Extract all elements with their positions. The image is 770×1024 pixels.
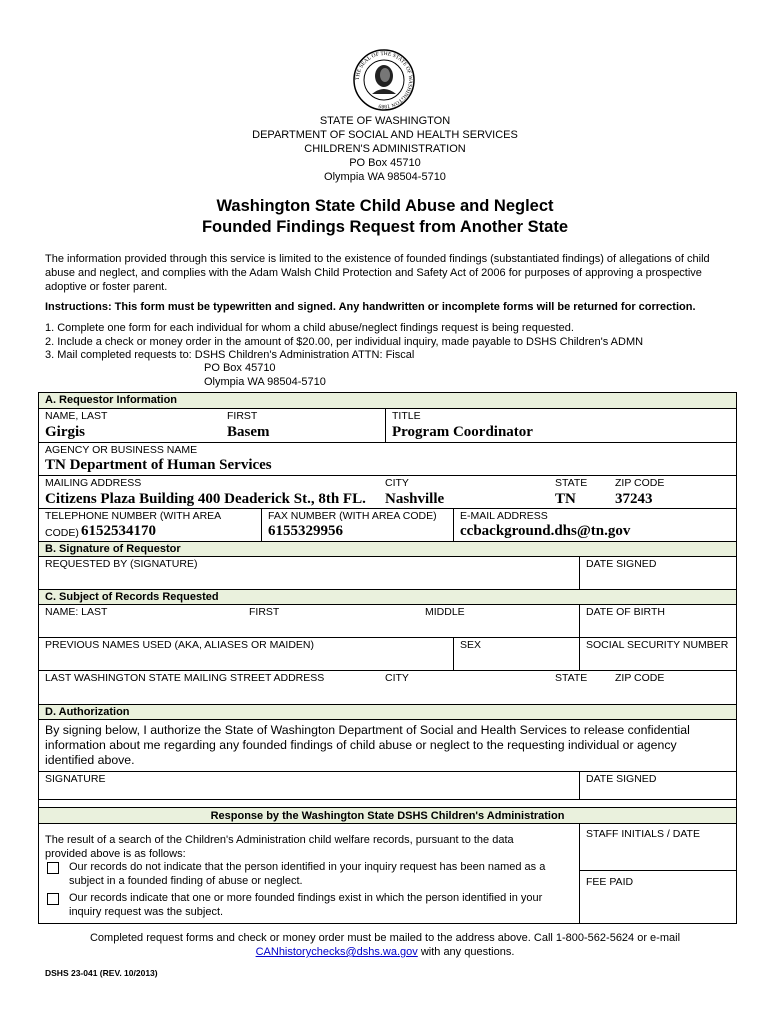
title-cell[interactable] [385,409,736,442]
city-cell[interactable] [379,476,551,508]
authorization-text: By signing below, I authorize the State of Washington Department of Social and Health Services to release confidential information about me regarding any founded findings of child abuse or neglect to the requesting individual or agency identified above. [45,723,690,767]
mailing-address-value: Citizens Plaza Building 400 Deaderick St., 8th FL. [45,491,366,507]
subject-zip-cell[interactable] [611,671,736,704]
subject-middle-cell[interactable] [419,605,579,637]
form-title [0,196,770,238]
zip-label: ZIP CODE [615,477,665,489]
step-3: 3. Mail completed requests to: DSHS Children's Administration ATTN: Fiscal [45,349,415,361]
fax-label: FAX NUMBER (WITH AREA CODE) [268,510,437,522]
dob-cell[interactable] [579,605,736,637]
form-number: DSHS 23-041 (REV. 10/2013) [45,968,158,978]
city-value: Nashville [385,491,445,507]
section-b-heading: B. Signature of Requestor [39,541,736,556]
title-line-1: Washington State Child Abuse and Neglect [216,197,554,215]
dob-label: DATE OF BIRTH [586,606,665,618]
option-2-checkbox[interactable] [47,893,59,905]
agency-row[interactable] [39,442,736,475]
footer-text: Completed request forms and check or money order must be mailed to the address above. Call 1-800-562-5624 or e-mail [89,932,681,944]
authorization-signature-row [39,771,736,799]
option-2-text: Our records indicate that one or more founded findings exist in which the person identified in your inquiry request was the subject. [69,892,543,918]
zip-cell[interactable] [611,476,736,508]
step-1: 1. Complete one form for each individual for whom a child abuse/neglect findings request is being requested. [45,322,574,334]
subject-zip-label: ZIP CODE [615,672,665,684]
state-value: TN [555,491,576,507]
phone-cell[interactable] [39,509,261,541]
requested-by-cell[interactable] [39,557,579,589]
state-cell[interactable] [551,476,611,508]
subject-middle-label: MIDDLE [425,606,465,618]
request-form [38,392,737,924]
fee-paid-cell[interactable] [580,870,736,923]
subject-name-row [39,604,736,637]
response-results-cell [39,824,579,923]
email-value: ccbackground.dhs@tn.gov [460,523,631,539]
response-intro: The result of a search of the Children's Administration child welfare records, pursuant to the data provided above is as follows: [45,834,514,860]
requestor-name-row [39,408,736,442]
section-c-heading: C. Subject of Records Requested [39,589,736,604]
staff-initials-cell[interactable] [580,824,736,870]
email-label: E-MAIL ADDRESS [460,510,548,522]
email-cell[interactable] [453,509,736,541]
ssn-cell[interactable] [579,638,736,670]
instructions-text: Instructions: This form must be typewritten and signed. Any handwritten or incomplete forms will be returned for correction. [45,301,696,313]
spacer [39,799,736,807]
signature-label: SIGNATURE [45,773,106,785]
title-label: TITLE [392,410,421,422]
subject-city-cell[interactable] [379,671,551,704]
mailing-row [39,475,736,508]
subject-first-label: FIRST [249,606,280,618]
agency-label: AGENCY OR BUSINESS NAME [45,444,198,456]
mailing-address-cell[interactable] [39,476,379,508]
ssn-label: SOCIAL SECURITY NUMBER [586,639,729,651]
date-signed-cell[interactable] [579,557,736,589]
first-name-label: FIRST [227,410,258,422]
requested-by-label: REQUESTED BY (SIGNATURE) [45,558,198,570]
svg-text:THE SEAL OF THE STATE OF WASHI: THE SEAL OF THE STATE OF WASHINGTON 1889 [354,50,414,110]
first-name-value: Basem [227,424,270,440]
subject-last-cell[interactable] [39,605,243,637]
response-heading: Response by the Washington State DSHS Children's Administration [39,807,736,823]
agency-line: CHILDREN'S ADMINISTRATION [304,143,466,155]
phone-label: TELEPHONE NUMBER (WITH AREA [45,510,222,522]
intro-text: The information provided through this service is limited to the existence of founded findings (substantiated findings) of allegations of child abuse and neglect, and complies with the Adam Walsh Child Protection and Safety Act of 2006 for purposes of approving a prospective adoptive or foster parent. [45,253,710,293]
title-line-2: Founded Findings Request from Another State [201,218,569,236]
zip-value: 37243 [615,491,653,507]
section-d-heading: D. Authorization [39,704,736,719]
signature-cell[interactable] [39,772,579,799]
response-side-cell [579,824,736,923]
step-3-city: Olympia WA 98504-5710 [204,376,326,388]
subject-state-label: STATE [555,672,588,684]
response-body [39,823,736,923]
fax-value: 6155329956 [268,523,343,539]
subject-city-label: CITY [385,672,409,684]
step-3-po-box: PO Box 45710 [204,362,276,374]
contact-row [39,508,736,541]
authorization-text-row [39,719,736,771]
wa-address-cell[interactable] [39,671,379,704]
phone-label-2: CODE) [45,527,79,539]
footer-line-2 [0,945,770,959]
state-seal [352,48,416,112]
state-label: STATE [555,477,588,489]
subject-state-cell[interactable] [551,671,611,704]
agency-line: Olympia WA 98504-5710 [324,171,446,183]
city-label: CITY [385,477,409,489]
footer-email-link[interactable]: CANhistorychecks@dshs.wa.gov [255,946,418,958]
section-a-heading: A. Requestor Information [39,393,736,408]
agency-address [0,114,770,184]
subject-address-row [39,670,736,704]
fax-cell[interactable] [261,509,453,541]
requestor-signature-row [39,556,736,589]
agency-line: DEPARTMENT OF SOCIAL AND HEALTH SERVICES [252,129,518,141]
previous-names-cell[interactable] [39,638,453,670]
sex-label: SEX [460,639,482,651]
agency-line: STATE OF WASHINGTON [319,115,451,127]
previous-names-label: PREVIOUS NAMES USED (AKA, ALIASES OR MAIDEN) [45,639,314,651]
mailing-address-label: MAILING ADDRESS [45,477,142,489]
seal-icon [352,48,416,112]
subject-details-row [39,637,736,670]
wa-address-label: LAST WASHINGTON STATE MAILING STREET ADDRESS [45,672,325,684]
title-value: Program Coordinator [392,424,533,440]
agency-line: PO Box 45710 [349,157,421,169]
last-name-cell[interactable] [39,409,221,442]
auth-date-signed-label: DATE SIGNED [586,773,657,785]
option-1-text: Our records do not indicate that the person identified in your inquiry request has been named as a subject in a founded finding of abuse or neglect. [69,861,546,887]
footer-note [0,931,770,959]
fee-paid-label: FEE PAID [586,876,634,888]
footer-text-2: with any questions. [417,946,515,958]
step-2: 2. Include a check or money order in the amount of $20.00, per individual inquiry, made payable to DSHS Children's ADMN [45,336,644,348]
last-name-value: Girgis [45,424,85,440]
subject-first-cell[interactable] [243,605,419,637]
agency-value: TN Department of Human Services [45,457,272,473]
phone-value: 6152534170 [81,523,156,539]
subject-last-label: NAME: LAST [45,606,108,618]
sex-cell[interactable] [453,638,579,670]
auth-date-signed-cell[interactable] [579,772,736,799]
last-name-label: NAME, LAST [45,410,108,422]
date-signed-label: DATE SIGNED [586,558,657,570]
option-1-checkbox[interactable] [47,862,59,874]
staff-initials-label: STAFF INITIALS / DATE [586,828,700,840]
